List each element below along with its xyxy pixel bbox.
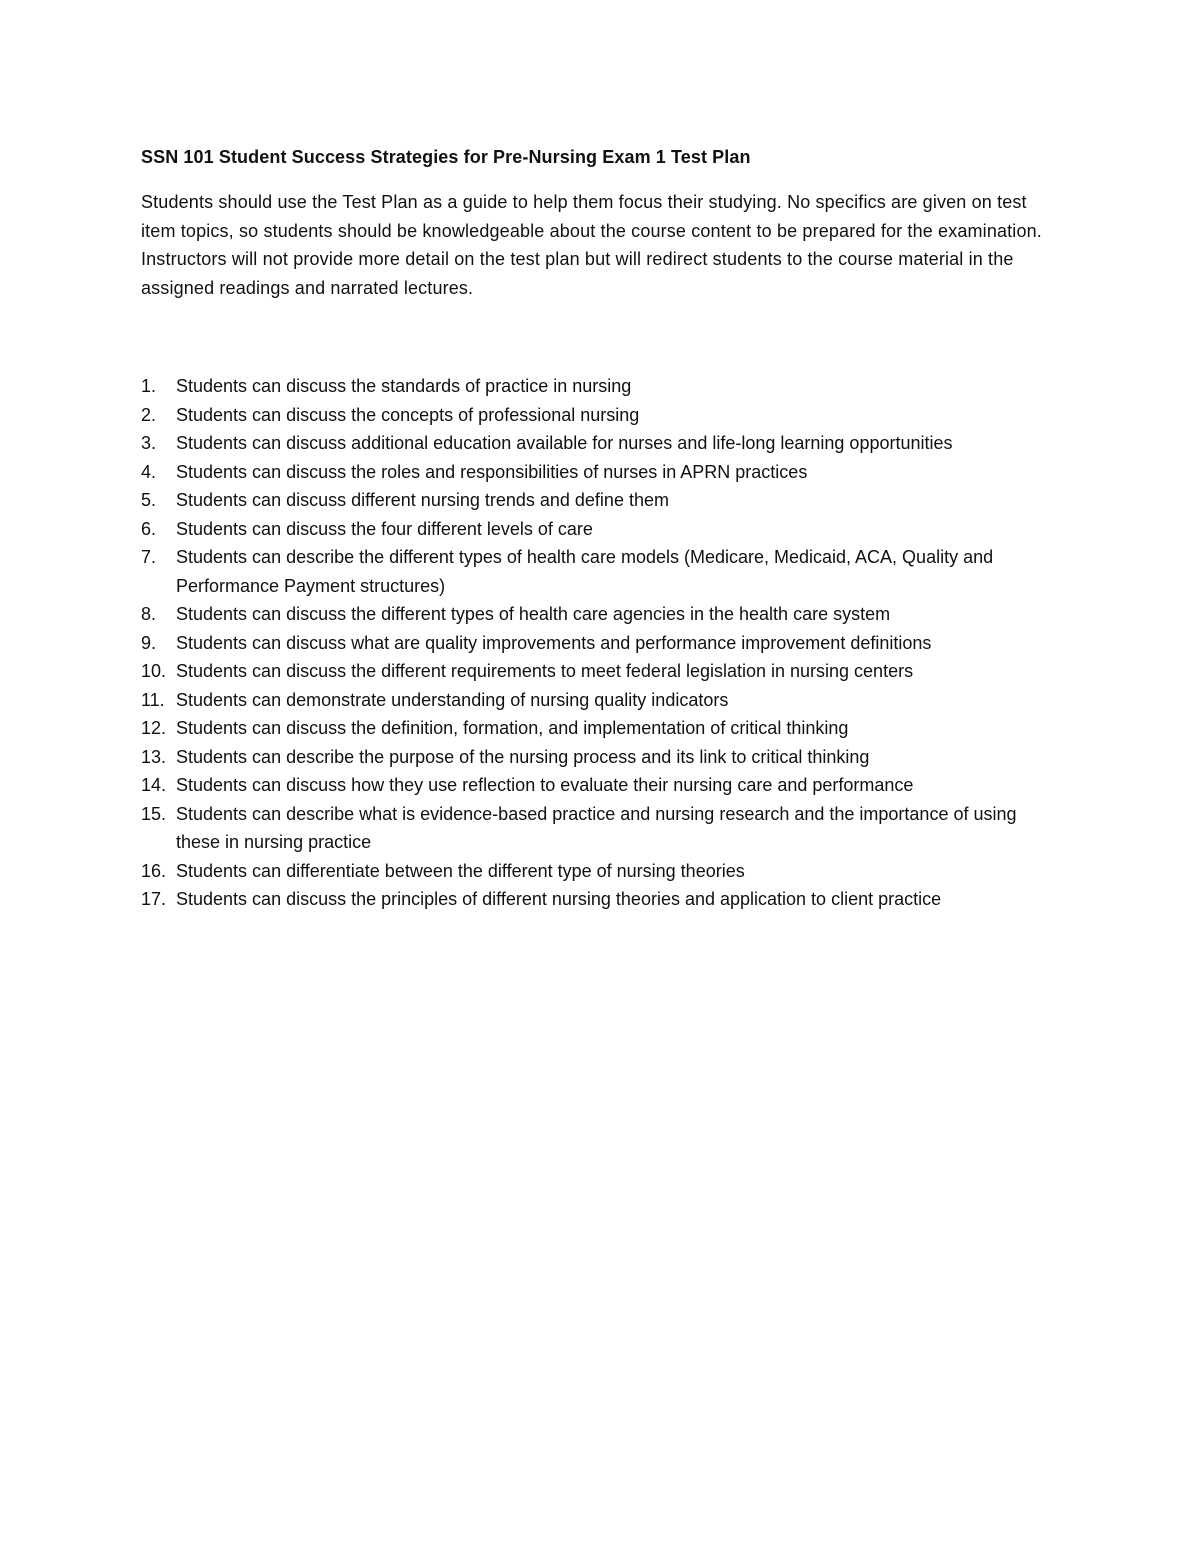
item-text: Students can discuss the standards of practice in nursing (176, 376, 632, 396)
item-text: Students can differentiate between the different type of nursing theories (176, 860, 745, 881)
item-text: Students can describe what is evidence-based practice and nursing research and the importance of using these in nursing practice (176, 803, 1017, 852)
item-text: Students can describe the different types of health care models (Medicare, Medicaid, ACA, Quality and Performance Payment structures) (176, 547, 994, 596)
list-item (141, 515, 1061, 544)
item-text: Students can demonstrate understanding of nursing quality indicators (176, 689, 729, 710)
item-text: Students can discuss the different types of health care agencies in the health care system (176, 604, 891, 624)
item-number: 16. (141, 860, 167, 881)
item-text: Students can discuss additional education available for nurses and life-long learning opportunities (176, 433, 953, 453)
item-number: 17. (141, 889, 167, 909)
item-text: Students can discuss the four different levels of care (176, 518, 593, 539)
list-item (141, 885, 1061, 914)
item-text: Students can discuss the principles of different nursing theories and application to client practice (176, 889, 942, 909)
item-number: 11. (141, 689, 165, 710)
item-number: 5. (141, 490, 157, 510)
list-item (141, 800, 1061, 857)
item-number: 12. (141, 718, 167, 738)
item-number: 15. (141, 803, 167, 824)
list-item (141, 857, 1061, 886)
item-number: 14. (141, 775, 167, 795)
document-body (141, 144, 1061, 914)
item-number: 7. (141, 547, 157, 567)
item-number: 6. (141, 518, 157, 539)
item-number: 8. (141, 604, 157, 624)
item-text: Students can discuss the roles and responsibilities of nurses in APRN practices (176, 461, 808, 482)
item-number: 1. (141, 376, 157, 396)
item-number: 4. (141, 461, 157, 482)
list-item (141, 714, 1061, 743)
list-item (141, 600, 1061, 629)
list-item (141, 458, 1061, 487)
item-text: Students can discuss how they use reflection to evaluate their nursing care and performance (176, 775, 914, 795)
intro-paragraph: Students should use the Test Plan as a guide to help them focus their studying. No specifics are given on test item topics, so students should be knowledgeable about the course content to be prepared for the examination. Instructors will not provide more detail on the test plan but will redirect students to the course material in the assigned readings and narrated lectures. (141, 192, 1042, 298)
item-number: 10. (141, 661, 167, 681)
item-text: Students can discuss what are quality improvements and performance improvement definitions (176, 632, 932, 653)
item-number: 3. (141, 433, 157, 453)
list-item (141, 686, 1061, 715)
list-item (141, 429, 1061, 458)
item-number: 2. (141, 404, 157, 425)
list-item (141, 629, 1061, 658)
item-text: Students can discuss the different requirements to meet federal legislation in nursing centers (176, 661, 914, 681)
item-text: Students can discuss the definition, formation, and implementation of critical thinking (176, 718, 849, 738)
list-item (141, 372, 1061, 401)
list-item (141, 657, 1061, 686)
list-item (141, 543, 1061, 600)
item-text: Students can describe the purpose of the nursing process and its link to critical thinking (176, 746, 870, 767)
item-number: 9. (141, 632, 157, 653)
item-text: Students can discuss different nursing trends and define them (176, 490, 669, 510)
item-number: 13. (141, 746, 167, 767)
list-item (141, 486, 1061, 515)
objectives-list (141, 372, 1061, 914)
item-text: Students can discuss the concepts of professional nursing (176, 404, 640, 425)
list-item (141, 771, 1061, 800)
document-title: SSN 101 Student Success Strategies for Pre-Nursing Exam 1 Test Plan (141, 147, 751, 167)
list-item (141, 743, 1061, 772)
list-item (141, 401, 1061, 430)
